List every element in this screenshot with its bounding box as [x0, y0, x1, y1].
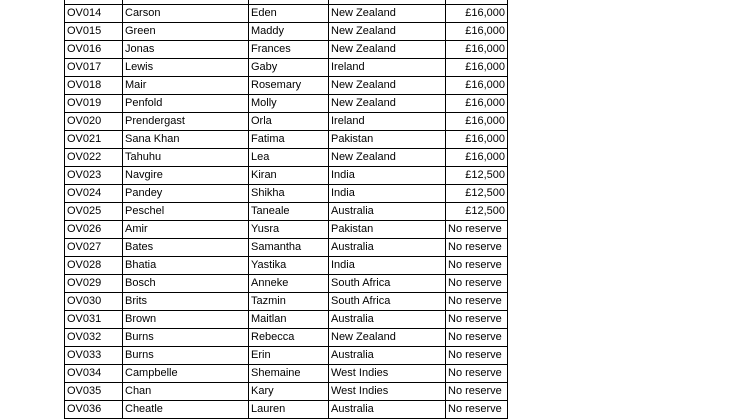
player-id-cell[interactable]: OV015	[65, 23, 123, 41]
table-row	[65, 347, 508, 365]
last-name-cell[interactable]: Brown	[123, 311, 249, 329]
table-row	[65, 275, 508, 293]
first-name-cell[interactable]: Rosemary	[249, 77, 329, 95]
last-name-cell[interactable]: Pandey	[123, 185, 249, 203]
player-id-cell[interactable]: OV024	[65, 185, 123, 203]
player-id-cell[interactable]: OV034	[65, 365, 123, 383]
last-name-cell[interactable]: Jonas	[123, 41, 249, 59]
reserve-price-cell[interactable]: No reserve	[446, 311, 508, 329]
table-row	[65, 293, 508, 311]
player-id-cell[interactable]: OV026	[65, 221, 123, 239]
player-id-cell[interactable]: OV029	[65, 275, 123, 293]
first-name-cell[interactable]: Eden	[249, 5, 329, 23]
country-cell[interactable]: New Zealand	[329, 77, 446, 95]
first-name-cell[interactable]: Molly	[249, 95, 329, 113]
reserve-price-cell[interactable]: No reserve	[446, 365, 508, 383]
table-row	[65, 77, 508, 95]
reserve-price-cell[interactable]: No reserve	[446, 401, 508, 419]
first-name-cell[interactable]: Erin	[249, 347, 329, 365]
first-name-cell[interactable]: Orla	[249, 113, 329, 131]
reserve-price-cell[interactable]: £16,000	[446, 149, 508, 167]
table-row	[65, 59, 508, 77]
table-row	[65, 257, 508, 275]
last-name-cell[interactable]: Sana Khan	[123, 131, 249, 149]
country-cell[interactable]: West Indies	[329, 383, 446, 401]
country-cell[interactable]: India	[329, 185, 446, 203]
last-name-cell[interactable]: Chan	[123, 383, 249, 401]
player-id-cell[interactable]: OV027	[65, 239, 123, 257]
table-row	[65, 401, 508, 419]
table-row	[65, 221, 508, 239]
table-row	[65, 383, 508, 401]
player-id-cell[interactable]: OV016	[65, 41, 123, 59]
first-name-cell[interactable]: Samantha	[249, 239, 329, 257]
player-id-cell[interactable]: OV018	[65, 77, 123, 95]
country-cell[interactable]: Ireland	[329, 59, 446, 77]
reserve-price-cell[interactable]: No reserve	[446, 329, 508, 347]
table-row	[65, 365, 508, 383]
first-name-cell[interactable]: Lauren	[249, 401, 329, 419]
first-name-cell[interactable]: Taneale	[249, 203, 329, 221]
player-id-cell[interactable]: OV031	[65, 311, 123, 329]
last-name-cell[interactable]: Carson	[123, 5, 249, 23]
first-name-cell[interactable]: Gaby	[249, 59, 329, 77]
table-row	[65, 131, 508, 149]
first-name-cell[interactable]: Shikha	[249, 185, 329, 203]
player-id-cell[interactable]: OV032	[65, 329, 123, 347]
last-name-cell[interactable]: Prendergast	[123, 113, 249, 131]
last-name-cell[interactable]: Bosch	[123, 275, 249, 293]
country-cell[interactable]: India	[329, 167, 446, 185]
table-row	[65, 167, 508, 185]
player-id-cell[interactable]: OV020	[65, 113, 123, 131]
country-cell[interactable]: Australia	[329, 347, 446, 365]
country-cell[interactable]: Ireland	[329, 113, 446, 131]
player-id-cell[interactable]: OV033	[65, 347, 123, 365]
country-cell[interactable]: New Zealand	[329, 5, 446, 23]
country-cell[interactable]: Pakistan	[329, 131, 446, 149]
reserve-price-cell[interactable]: £16,000	[446, 41, 508, 59]
player-table	[64, 0, 508, 419]
table-row	[65, 5, 508, 23]
player-id-cell[interactable]: OV036	[65, 401, 123, 419]
reserve-price-cell[interactable]: £16,000	[446, 5, 508, 23]
first-name-cell[interactable]: Tazmin	[249, 293, 329, 311]
reserve-price-cell[interactable]: No reserve	[446, 293, 508, 311]
last-name-cell[interactable]: Brits	[123, 293, 249, 311]
country-cell[interactable]: Australia	[329, 203, 446, 221]
country-cell[interactable]: Pakistan	[329, 221, 446, 239]
first-name-cell[interactable]: Rebecca	[249, 329, 329, 347]
table-row	[65, 23, 508, 41]
reserve-price-cell[interactable]: No reserve	[446, 347, 508, 365]
reserve-price-cell[interactable]: £16,000	[446, 77, 508, 95]
player-id-cell[interactable]: OV021	[65, 131, 123, 149]
country-cell[interactable]: Australia	[329, 239, 446, 257]
country-cell[interactable]: Australia	[329, 401, 446, 419]
reserve-price-cell[interactable]: £16,000	[446, 95, 508, 113]
reserve-price-cell[interactable]: No reserve	[446, 257, 508, 275]
player-id-cell[interactable]: OV022	[65, 149, 123, 167]
country-cell[interactable]: New Zealand	[329, 95, 446, 113]
reserve-price-cell[interactable]: £16,000	[446, 131, 508, 149]
last-name-cell[interactable]: Lewis	[123, 59, 249, 77]
country-cell[interactable]: New Zealand	[329, 329, 446, 347]
country-cell[interactable]: West Indies	[329, 365, 446, 383]
table-row	[65, 95, 508, 113]
first-name-cell[interactable]: Yusra	[249, 221, 329, 239]
first-name-cell[interactable]: Kary	[249, 383, 329, 401]
last-name-cell[interactable]: Bhatia	[123, 257, 249, 275]
player-id-cell[interactable]: OV025	[65, 203, 123, 221]
last-name-cell[interactable]: Bates	[123, 239, 249, 257]
player-id-cell[interactable]: OV017	[65, 59, 123, 77]
last-name-cell[interactable]: Burns	[123, 329, 249, 347]
last-name-cell[interactable]: Green	[123, 23, 249, 41]
table-row	[65, 185, 508, 203]
player-table-body	[65, 0, 508, 419]
country-cell[interactable]: South Africa	[329, 275, 446, 293]
first-name-cell[interactable]: Kiran	[249, 167, 329, 185]
reserve-price-cell[interactable]: £16,000	[446, 113, 508, 131]
country-cell[interactable]: New Zealand	[329, 149, 446, 167]
first-name-cell[interactable]: Frances	[249, 41, 329, 59]
table-row	[65, 113, 508, 131]
player-id-cell[interactable]: OV028	[65, 257, 123, 275]
last-name-cell[interactable]: Peschel	[123, 203, 249, 221]
reserve-price-cell[interactable]: No reserve	[446, 275, 508, 293]
last-name-cell[interactable]: Amir	[123, 221, 249, 239]
table-row	[65, 239, 508, 257]
table-row	[65, 329, 508, 347]
reserve-price-cell[interactable]: No reserve	[446, 221, 508, 239]
first-name-cell[interactable]: Fatima	[249, 131, 329, 149]
country-cell[interactable]: Australia	[329, 311, 446, 329]
first-name-cell[interactable]: Maitlan	[249, 311, 329, 329]
last-name-cell[interactable]: Penfold	[123, 95, 249, 113]
country-cell[interactable]: India	[329, 257, 446, 275]
last-name-cell[interactable]: Burns	[123, 347, 249, 365]
last-name-cell[interactable]: Navgire	[123, 167, 249, 185]
reserve-price-cell[interactable]: No reserve	[446, 239, 508, 257]
last-name-cell[interactable]: Tahuhu	[123, 149, 249, 167]
country-cell[interactable]: South Africa	[329, 293, 446, 311]
last-name-cell[interactable]: Mair	[123, 77, 249, 95]
reserve-price-cell[interactable]: £16,000	[446, 59, 508, 77]
table-row	[65, 41, 508, 59]
first-name-cell[interactable]: Anneke	[249, 275, 329, 293]
player-id-cell[interactable]: OV019	[65, 95, 123, 113]
reserve-price-cell[interactable]: £16,000	[446, 23, 508, 41]
player-id-cell[interactable]: OV023	[65, 167, 123, 185]
reserve-price-cell[interactable]: £12,500	[446, 185, 508, 203]
last-name-cell[interactable]: Cheatle	[123, 401, 249, 419]
reserve-price-cell[interactable]: No reserve	[446, 383, 508, 401]
table-row	[65, 149, 508, 167]
country-cell[interactable]: New Zealand	[329, 23, 446, 41]
last-name-cell[interactable]: Campbelle	[123, 365, 249, 383]
country-cell[interactable]: New Zealand	[329, 41, 446, 59]
first-name-cell[interactable]: Shemaine	[249, 365, 329, 383]
player-id-cell[interactable]: OV014	[65, 5, 123, 23]
first-name-cell[interactable]: Lea	[249, 149, 329, 167]
table-row	[65, 311, 508, 329]
player-id-cell[interactable]: OV030	[65, 293, 123, 311]
reserve-price-cell[interactable]: £12,500	[446, 203, 508, 221]
first-name-cell[interactable]: Maddy	[249, 23, 329, 41]
first-name-cell[interactable]: Yastika	[249, 257, 329, 275]
reserve-price-cell[interactable]: £12,500	[446, 167, 508, 185]
table-row	[65, 203, 508, 221]
player-id-cell[interactable]: OV035	[65, 383, 123, 401]
